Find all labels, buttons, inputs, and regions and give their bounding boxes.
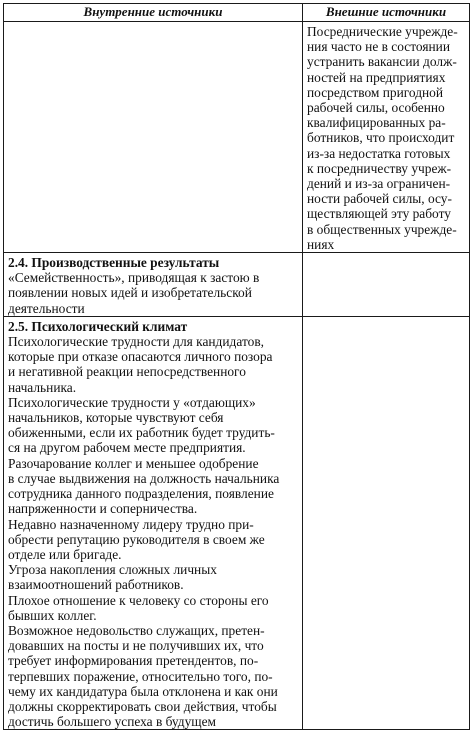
cell-production-results <box>4 253 303 317</box>
table-row <box>4 316 470 729</box>
cell-psychological-climate <box>4 316 303 729</box>
text-line: начальников, которые чувствуют себя <box>8 410 224 426</box>
text-line: дений и из-за ограничен- <box>307 176 451 192</box>
text-line: в общественных учрежде- <box>307 221 457 237</box>
text-line: требует информирования претендентов, по- <box>8 653 259 669</box>
text-line: взаимоотношений работников. <box>8 577 184 593</box>
cell-external-empty <box>303 316 470 729</box>
text-line: напряженности и соперничества. <box>8 501 198 517</box>
text-line: Угроза накопления сложных личных <box>8 562 217 578</box>
text-line: ществляющей эту работу <box>307 206 451 222</box>
text-line: Разочарование коллег и меньшее одобрение <box>8 455 259 471</box>
text-line: терпевших поражение, относительно того, по- <box>8 668 273 684</box>
header-internal-sources: Внутренние источники <box>4 4 303 22</box>
text-line: «Семейственность», приводящая к застою в <box>8 270 260 286</box>
text-line: Психологические трудности у «отдающих» <box>8 394 256 410</box>
table-row <box>4 253 470 317</box>
external-text <box>307 24 466 252</box>
text-line: и негативной реакции непосредственного <box>8 364 246 380</box>
text-line: квалифицированных ра- <box>307 115 446 131</box>
text-line: отделе или бригаде. <box>8 546 122 562</box>
text-line: посредством пригодной <box>307 84 444 100</box>
cell-internal-empty <box>4 22 303 253</box>
text-line: ниях <box>307 236 335 252</box>
table-row <box>4 22 470 253</box>
text-line: обиженными, если их работник будет трудить- <box>8 425 275 441</box>
table-header-row <box>4 4 470 22</box>
text-line: обрести репутацию руководителя в своем же <box>8 531 265 547</box>
section-title-2-5: 2.5. Психологический климат <box>8 318 188 334</box>
sources-table <box>3 3 470 730</box>
text-line: из-за недостатка готовых <box>307 145 451 161</box>
header-external-sources: Внешние источники <box>303 4 470 22</box>
text-line: деятельности <box>8 300 85 316</box>
psychological-climate-text <box>8 334 299 729</box>
text-line: ботников, что происходит <box>307 130 455 146</box>
text-line: которые при отказе опасаются личного позора <box>8 349 273 365</box>
text-line: Возможное недовольство служащих, претен- <box>8 622 265 638</box>
production-results-text <box>8 270 299 316</box>
text-line: сотрудника данного подразделения, появление <box>8 486 274 502</box>
text-line: начальника. <box>8 379 77 395</box>
text-line: к посредничеству учреж- <box>307 160 452 176</box>
text-line: довавших на посты и не получивших их, что <box>8 638 264 654</box>
cell-external-agencies <box>303 22 470 253</box>
text-line: в случае выдвижения на должность начальника <box>8 470 280 486</box>
text-line: Плохое отношение к человеку со стороны его <box>8 592 269 608</box>
text-line: достичь большего успеха в будущем <box>8 714 217 730</box>
cell-external-empty <box>303 253 470 317</box>
text-line: Недавно назначенному лидеру трудно при- <box>8 516 254 532</box>
document-page <box>3 3 469 730</box>
text-line: ности рабочей силы, осу- <box>307 191 452 207</box>
text-line: ния часто не в состоянии <box>307 39 450 55</box>
text-line: Психологические трудности для кандидатов, <box>8 334 264 350</box>
text-line: бывших коллег. <box>8 607 97 623</box>
text-line: Посреднические учрежде- <box>307 24 458 39</box>
text-line: ностей на предприятиях <box>307 69 446 85</box>
text-line: ся на другом рабочем месте предприятия. <box>8 440 246 456</box>
section-title-2-4: 2.4. Производственные результаты <box>8 255 220 271</box>
text-line: устранить вакансии долж- <box>307 54 457 70</box>
text-line: должны скорректировать свои действия, чтобы <box>8 698 277 714</box>
text-line: появлении новых идей и изобретательской <box>8 285 252 301</box>
text-line: рабочей силы, особенно <box>307 100 445 116</box>
text-line: чему их кандидатура была отклонена и как они <box>8 683 278 699</box>
